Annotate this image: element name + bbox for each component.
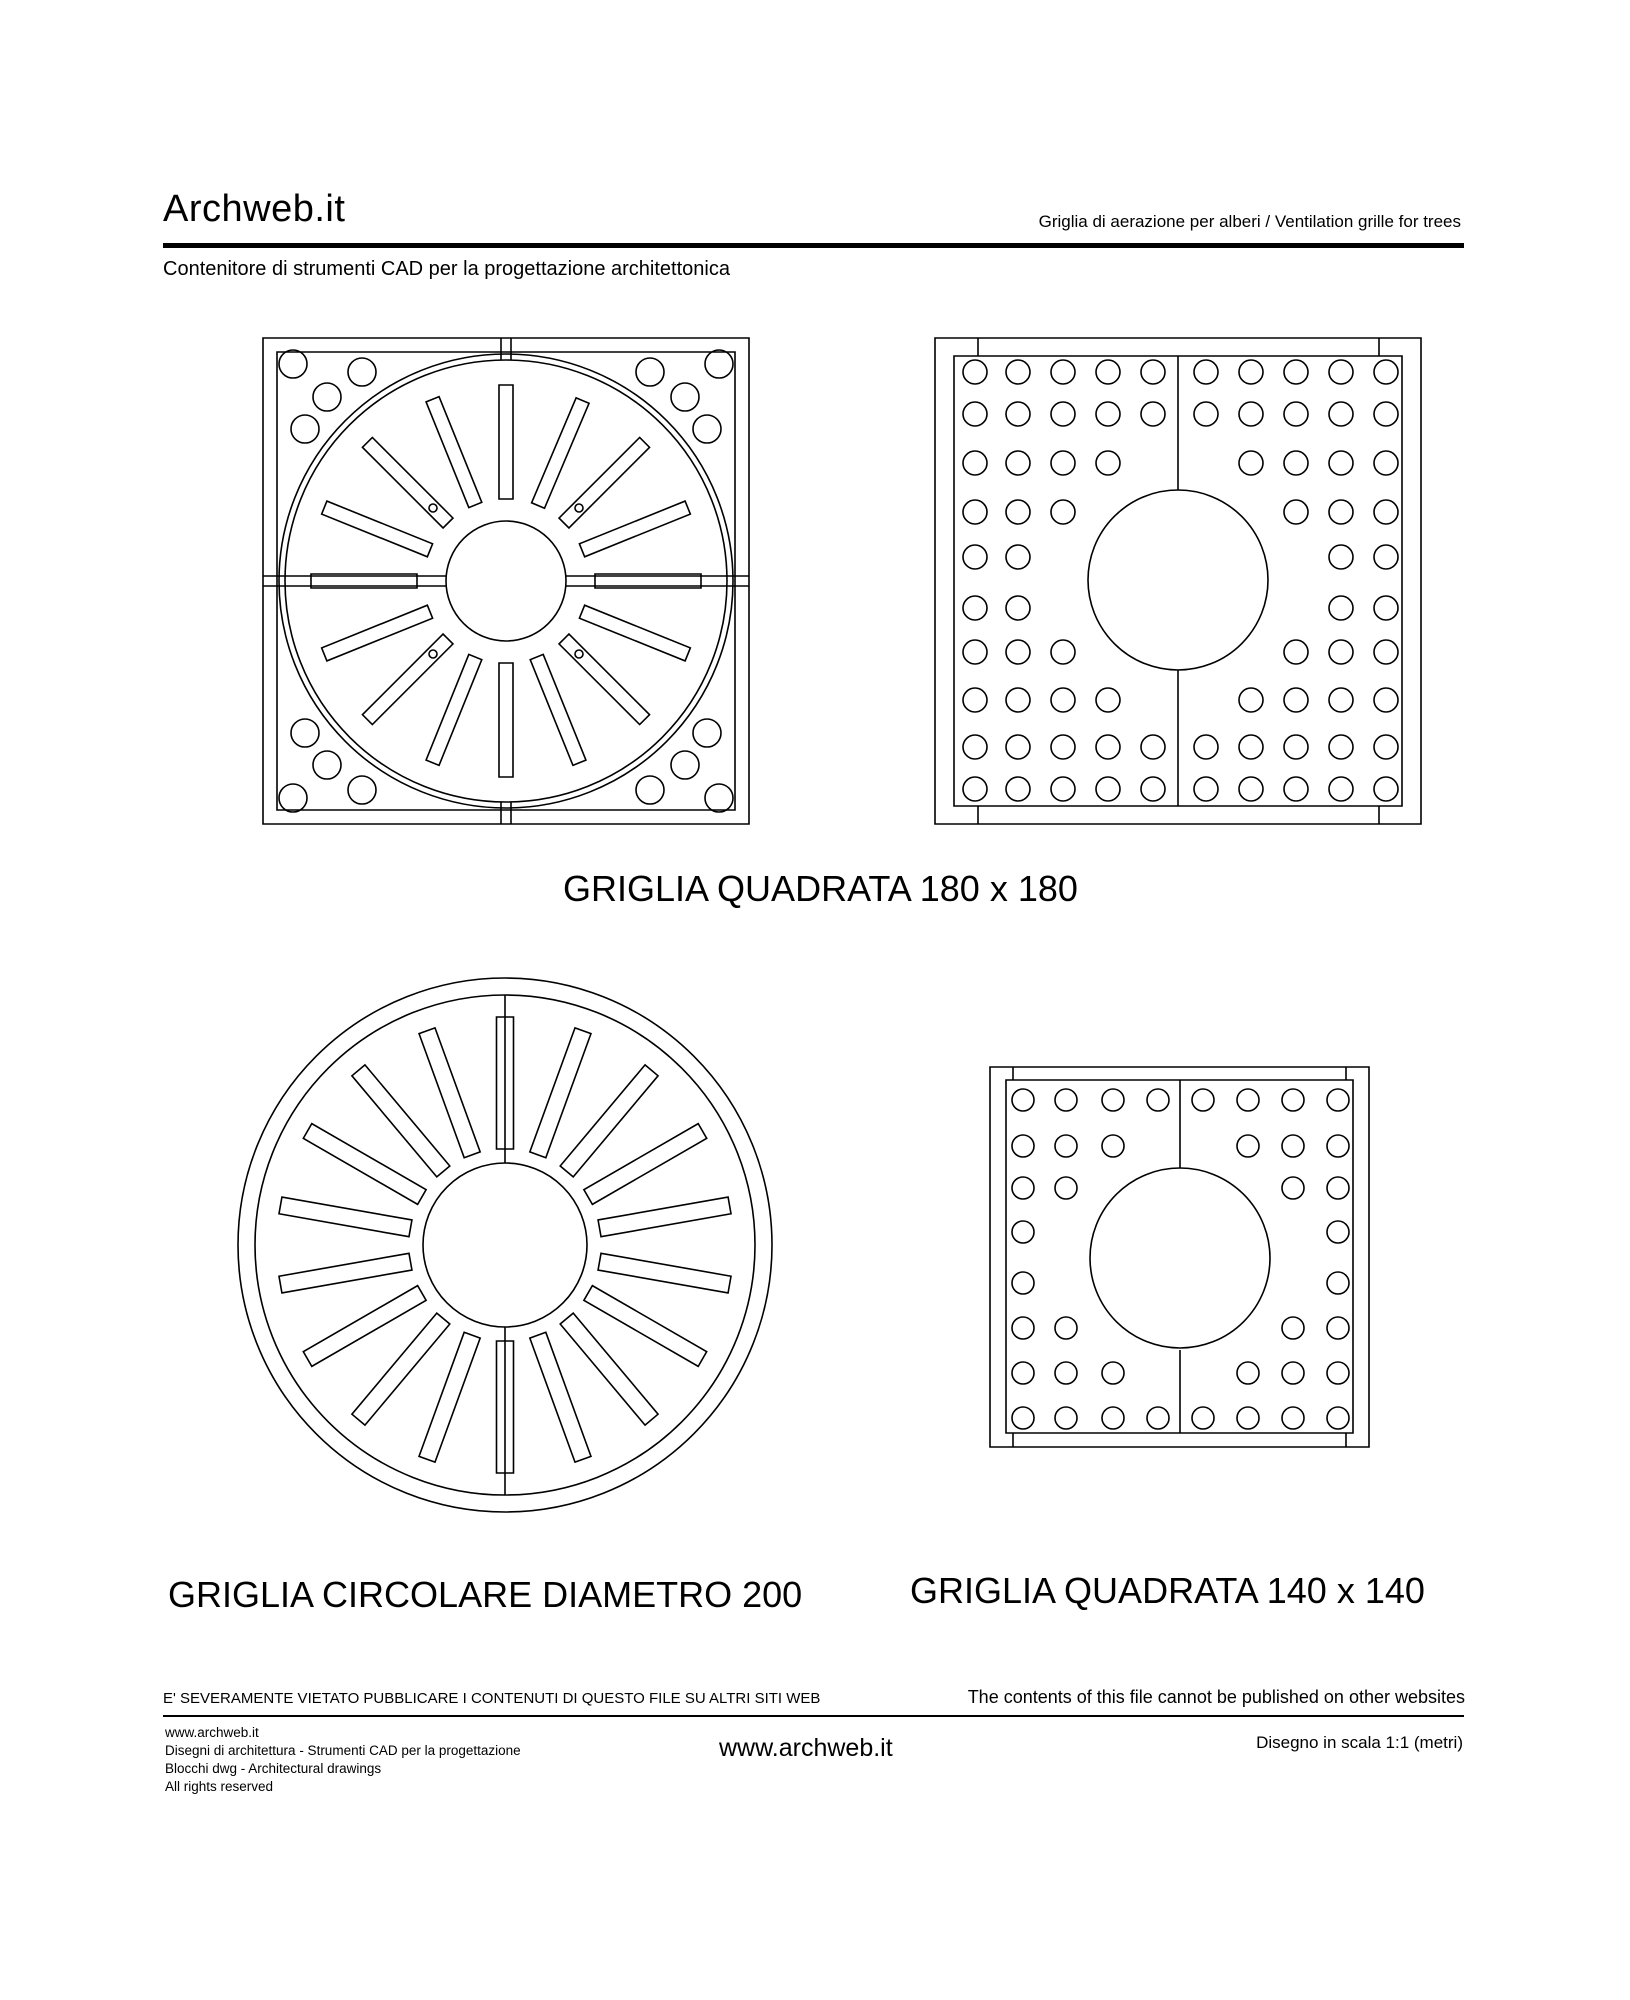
slot (426, 397, 482, 508)
slot (419, 1332, 480, 1462)
hole (1237, 1362, 1259, 1384)
hole (963, 360, 987, 384)
caption-square-180: GRIGLIA QUADRATA 180 x 180 (563, 868, 1078, 909)
tagline: Contenitore di strumenti CAD per la progettazione architettonica (163, 258, 730, 280)
hole (1282, 1089, 1304, 1111)
slot (579, 501, 690, 557)
hole (1329, 402, 1353, 426)
hole (1239, 402, 1263, 426)
hole (1012, 1177, 1034, 1199)
hole (1237, 1135, 1259, 1157)
hole (1096, 451, 1120, 475)
drawing-title: Griglia di aerazione per alberi / Ventilation grille for trees (1038, 212, 1461, 231)
hole (1012, 1089, 1034, 1111)
slot (532, 398, 589, 508)
hole (1141, 360, 1165, 384)
hole (1329, 640, 1353, 664)
hole (963, 451, 987, 475)
hole (1194, 360, 1218, 384)
square-grille-perforated-large (935, 338, 1421, 824)
hole (1374, 735, 1398, 759)
slot (559, 437, 650, 528)
slot (279, 1253, 412, 1293)
hole (1327, 1221, 1349, 1243)
hole (1329, 360, 1353, 384)
hole (1051, 640, 1075, 664)
outer-frame (263, 338, 749, 824)
hole (1239, 777, 1263, 801)
hole (1096, 735, 1120, 759)
hole (1006, 500, 1030, 524)
hole (1282, 1317, 1304, 1339)
trunk-hole (1088, 490, 1268, 670)
hole (1327, 1089, 1349, 1111)
hole (1374, 640, 1398, 664)
slot (579, 605, 690, 661)
hole (1012, 1221, 1034, 1243)
hole (1102, 1362, 1124, 1384)
inner-ring (285, 360, 727, 802)
hole (963, 640, 987, 664)
hole (1194, 402, 1218, 426)
hole (1284, 360, 1308, 384)
slot (362, 634, 453, 725)
hole (1055, 1177, 1077, 1199)
hole (1006, 688, 1030, 712)
hole (1006, 360, 1030, 384)
footer-rule (163, 1715, 1464, 1717)
hole (1192, 1089, 1214, 1111)
hole (1282, 1407, 1304, 1429)
hole (1051, 688, 1075, 712)
slot (499, 385, 513, 499)
hole (1374, 688, 1398, 712)
trunk-hole (423, 1163, 587, 1327)
hole (1239, 735, 1263, 759)
hole (1194, 777, 1218, 801)
slot (584, 1124, 707, 1205)
hole (1329, 451, 1353, 475)
slot (598, 1253, 731, 1293)
slot (598, 1197, 731, 1237)
hole (1055, 1407, 1077, 1429)
hole (1006, 596, 1030, 620)
hole (1329, 688, 1353, 712)
slot (419, 1028, 480, 1158)
hole (1141, 777, 1165, 801)
hole (1239, 688, 1263, 712)
slot (352, 1313, 450, 1425)
hole (1374, 596, 1398, 620)
copyright-notice-it: E' SEVERAMENTE VIETATO PUBBLICARE I CONTENUTI DI QUESTO FILE SU ALTRI SITI WEB (163, 1690, 821, 1707)
scale-note: Disegno in scala 1:1 (metri) (1256, 1733, 1463, 1752)
hole (1006, 545, 1030, 569)
hole (1006, 640, 1030, 664)
hole (1102, 1089, 1124, 1111)
hole (1374, 500, 1398, 524)
hole (1284, 402, 1308, 426)
hole (1284, 500, 1308, 524)
hole (963, 777, 987, 801)
footer-center-url[interactable]: www.archweb.it (719, 1734, 893, 1762)
hole (1147, 1407, 1169, 1429)
hole (1284, 735, 1308, 759)
caption-circular-200: GRIGLIA CIRCOLARE DIAMETRO 200 (168, 1574, 803, 1615)
slot (530, 1332, 591, 1462)
hole (1327, 1177, 1349, 1199)
hole (1051, 777, 1075, 801)
brand-title: Archweb.it (163, 188, 346, 230)
hole (1055, 1135, 1077, 1157)
hole (1329, 545, 1353, 569)
hole (963, 500, 987, 524)
slot (560, 1313, 658, 1425)
hole (1055, 1362, 1077, 1384)
hole (1192, 1407, 1214, 1429)
hole (1374, 360, 1398, 384)
slot (499, 663, 513, 777)
hole (1012, 1407, 1034, 1429)
hole (1327, 1272, 1349, 1294)
footer-line: Disegni di architettura - Strumenti CAD per la progettazione (165, 1743, 521, 1758)
hole (1282, 1362, 1304, 1384)
hole (1055, 1317, 1077, 1339)
trunk-hole (446, 521, 566, 641)
copyright-notice-en: The contents of this file cannot be published on other websites (967, 1687, 1465, 1707)
hole (1374, 545, 1398, 569)
hole (1327, 1362, 1349, 1384)
hole (963, 688, 987, 712)
slot (352, 1065, 450, 1177)
footer-line: Blocchi dwg - Architectural drawings (165, 1761, 382, 1776)
hole (963, 735, 987, 759)
hole (1006, 451, 1030, 475)
slot (530, 1028, 591, 1158)
hole (1329, 596, 1353, 620)
hole (1282, 1135, 1304, 1157)
hole (1327, 1407, 1349, 1429)
hole (1329, 735, 1353, 759)
hole (1051, 402, 1075, 426)
slot (303, 1286, 426, 1367)
caption-square-140: GRIGLIA QUADRATA 140 x 140 (910, 1570, 1425, 1611)
slot (559, 634, 650, 725)
radial-slots (322, 385, 691, 777)
hole (963, 596, 987, 620)
hole (1239, 360, 1263, 384)
hole (1284, 451, 1308, 475)
hole (1096, 777, 1120, 801)
hole (1012, 1317, 1034, 1339)
hole (963, 545, 987, 569)
footer-website-link[interactable]: www.archweb.it (165, 1725, 259, 1740)
hole (1006, 735, 1030, 759)
hole (1096, 360, 1120, 384)
hole (1374, 402, 1398, 426)
hole (1194, 735, 1218, 759)
hole (1006, 402, 1030, 426)
outer-ring (279, 354, 733, 808)
slot (584, 1286, 707, 1367)
hole (1237, 1407, 1259, 1429)
slot (279, 1197, 412, 1237)
slot (362, 437, 453, 528)
hole (1239, 451, 1263, 475)
slot (303, 1124, 426, 1205)
hole (1329, 777, 1353, 801)
hole (963, 402, 987, 426)
trunk-hole (1090, 1168, 1270, 1348)
hole (1006, 777, 1030, 801)
hole (1051, 500, 1075, 524)
hole (1282, 1177, 1304, 1199)
hole (1374, 777, 1398, 801)
hole (1051, 735, 1075, 759)
hole (1327, 1135, 1349, 1157)
hole (1284, 777, 1308, 801)
hole (1102, 1407, 1124, 1429)
slot (322, 605, 433, 661)
hole (1147, 1089, 1169, 1111)
hole (1374, 451, 1398, 475)
hole (1284, 688, 1308, 712)
slot (426, 654, 482, 765)
slot (560, 1065, 658, 1177)
slot (530, 654, 586, 765)
footer-line: All rights reserved (165, 1779, 274, 1794)
hole (1329, 500, 1353, 524)
hole (1237, 1089, 1259, 1111)
hole (1012, 1362, 1034, 1384)
hole (1141, 402, 1165, 426)
square-grille-circular-insert (263, 338, 749, 824)
hole (1327, 1317, 1349, 1339)
hole (1051, 451, 1075, 475)
hole (1284, 640, 1308, 664)
hole (1096, 688, 1120, 712)
slot (322, 501, 433, 557)
circular-grille (238, 978, 772, 1512)
square-grille-perforated-small (990, 1067, 1369, 1447)
hole (1055, 1089, 1077, 1111)
perforation-holes (963, 360, 1398, 801)
hole (1102, 1135, 1124, 1157)
hole (1141, 735, 1165, 759)
hole (1012, 1272, 1034, 1294)
hole (1051, 360, 1075, 384)
hole (1012, 1135, 1034, 1157)
hole (1096, 402, 1120, 426)
